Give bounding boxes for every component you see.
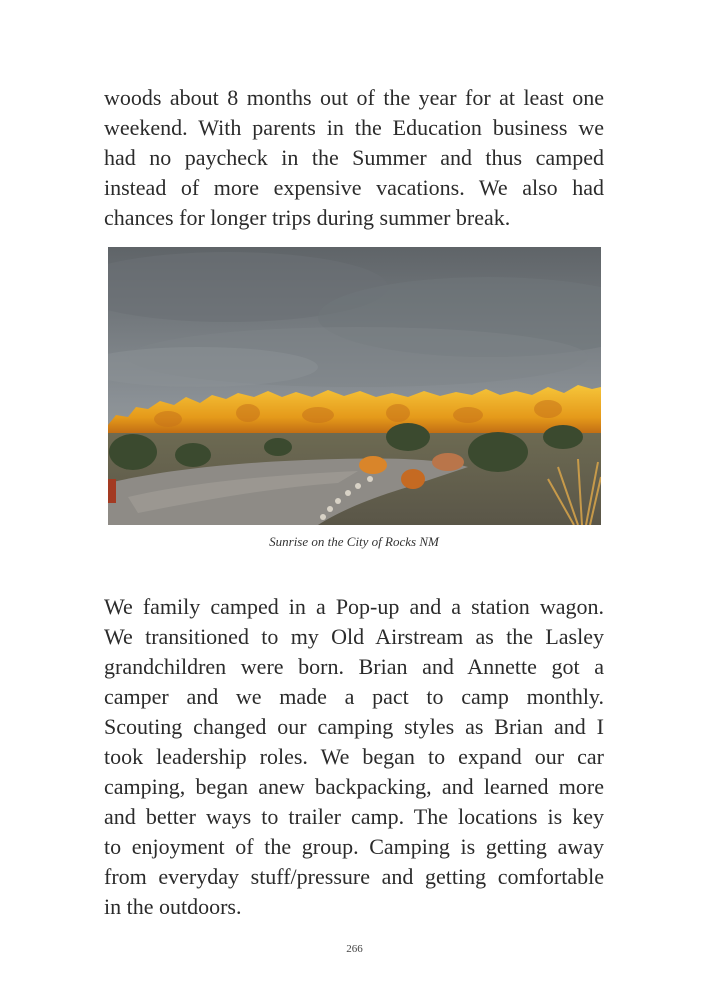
text-line: in the outdoors. — [104, 894, 242, 919]
paragraph-1 — [104, 83, 604, 233]
text-line: grandchildren were born. Brian and Annette got a — [104, 654, 604, 679]
paragraph-2 — [104, 592, 604, 922]
text-line: instead of more expensive vacations. We also had — [104, 175, 604, 200]
text-line: chances for longer trips during summer break. — [104, 205, 511, 230]
text-line: camping, began anew backpacking, and learned more — [104, 774, 604, 799]
page-number: 266 — [346, 943, 363, 955]
text-line: to enjoyment of the group. Camping is getting away — [104, 834, 604, 859]
text-line: We family camped in a Pop-up and a station wagon. — [104, 594, 604, 619]
photo-caption: Sunrise on the City of Rocks NM — [269, 534, 439, 549]
text-line: We transitioned to my Old Airstream as the Lasley — [104, 624, 604, 649]
text-line: weekend. With parents in the Education business we — [104, 115, 604, 140]
sunrise-photo — [108, 247, 601, 525]
photo-illustration — [108, 247, 601, 525]
text-line: and better ways to trailer camp. The locations is key — [104, 804, 604, 829]
text-line: had no paycheck in the Summer and thus camped — [104, 145, 604, 170]
text-line: woods about 8 months out of the year for at least one — [104, 85, 604, 110]
text-line: from everyday stuff/pressure and getting comfortable — [104, 864, 604, 889]
text-line: Scouting changed our camping styles as Brian and I — [104, 714, 604, 739]
text-line: camper and we made a pact to camp monthly. — [104, 684, 604, 709]
text-line: took leadership roles. We began to expand our car — [104, 744, 604, 769]
